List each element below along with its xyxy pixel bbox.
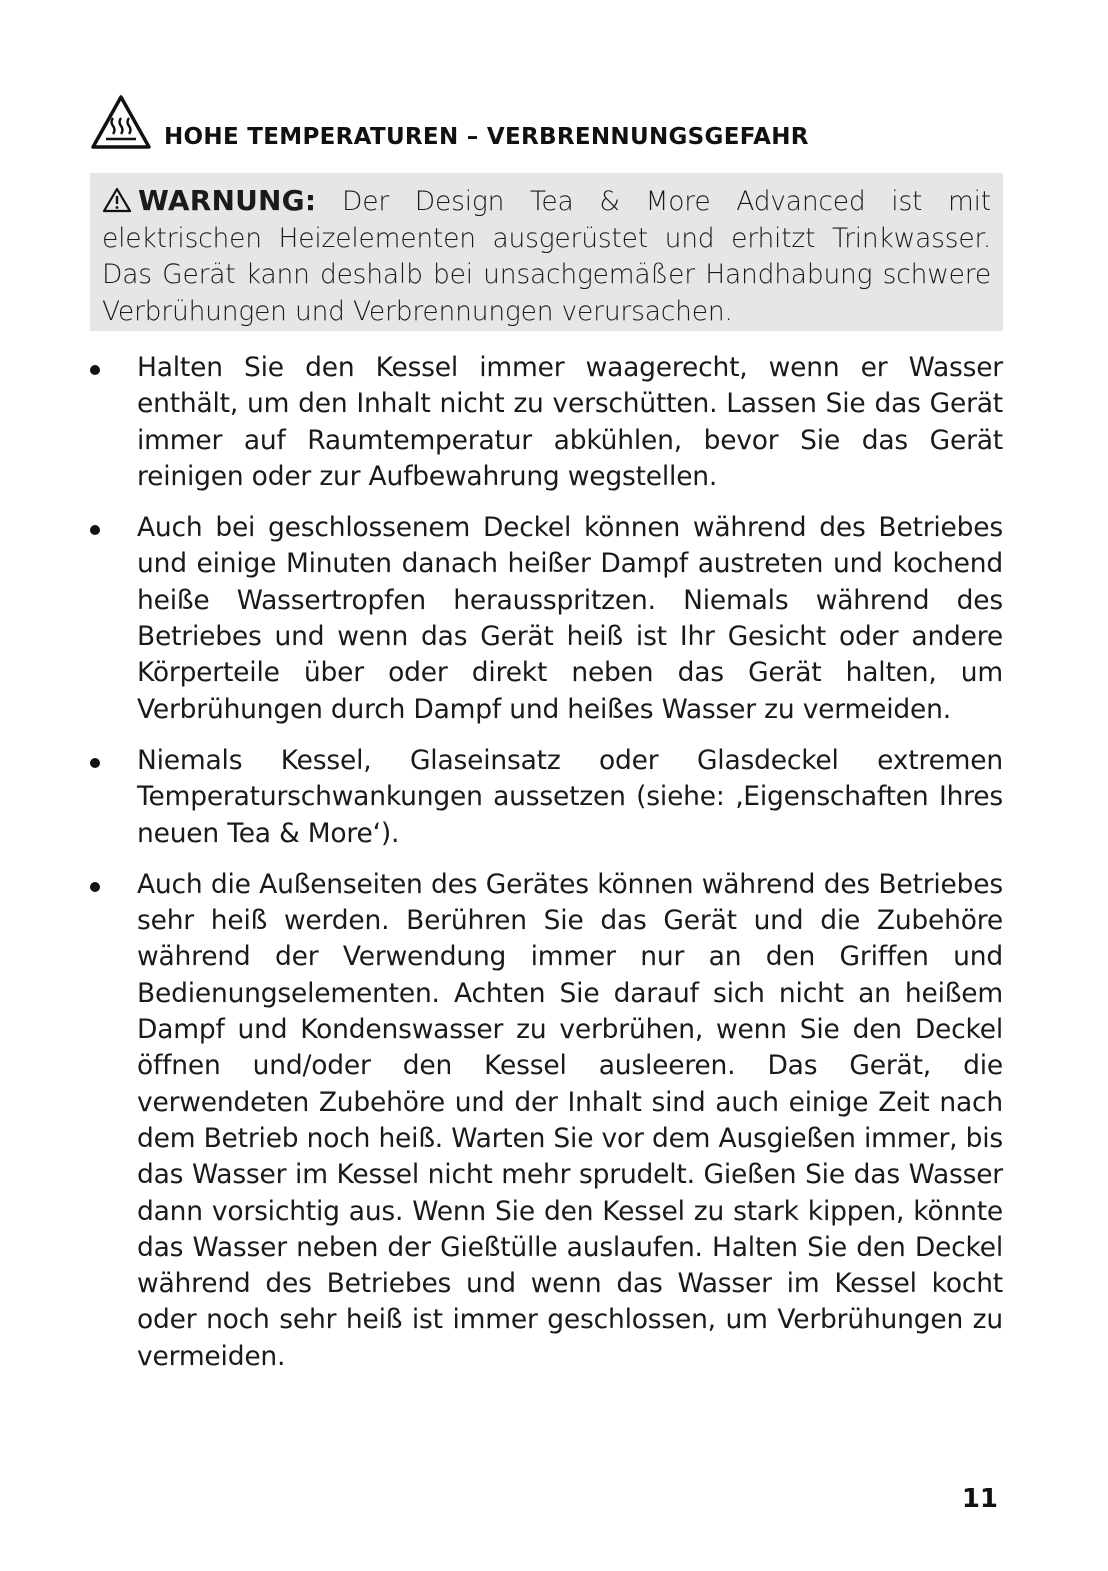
bullet-icon: [90, 882, 100, 892]
list-item: [88, 743, 1003, 852]
list-item: [88, 510, 1003, 728]
warning-triangle-icon: [102, 187, 132, 213]
warning-box: [90, 173, 1003, 331]
section-heading: [90, 94, 1010, 154]
hot-surface-warning-icon: [90, 94, 152, 150]
warning-text: Der Design Tea & More Advanced ist mit elektrischen Heizelementen ausgerüstet und erhitzt Trinkwasser. Das Gerät kann deshalb bei unsachgemäßer Handhabung schwere Verbrühungen und Verbrennungen verursachen.: [102, 186, 991, 327]
list-item: [88, 867, 1003, 1375]
bullet-icon: [90, 758, 100, 768]
safety-bullet-list: [88, 350, 1003, 1390]
section-title: HOHE TEMPERATUREN – VERBRENNUNGSGEFAHR: [164, 124, 809, 150]
list-item: [88, 350, 1003, 495]
list-item-text: Halten Sie den Kessel immer waagerecht, wenn er Wasser enthält, um den Inhalt nicht zu verschütten. Lassen Sie das Gerät immer auf Raumtemperatur abkühlen, bevor Sie das Gerät reinigen oder zur Aufbewahrung wegstellen.: [137, 352, 1003, 492]
list-item-text: Auch bei geschlossenem Deckel können während des Betriebes und einige Minuten danach heißer Dampf austreten und kochend heiße Wassertropfen herausspritzen. Niemals während des Betriebes und wenn das Gerät heiß ist Ihr Gesicht oder andere Körperteile über oder direkt neben das Gerät halten, um Verbrühungen durch Dampf und heißes Wasser zu vermeiden.: [137, 512, 1003, 725]
bullet-icon: [90, 525, 100, 535]
list-item-text: Niemals Kessel, Glaseinsatz oder Glasdeckel extremen Temperaturschwankungen aussetzen (siehe: ‚Eigenschaften Ihres neuen Tea & More‘).: [137, 744, 1003, 849]
warning-paragraph: [102, 183, 991, 330]
list-item-text: Auch die Außenseiten des Gerätes können während des Betriebes sehr heiß werden. Berühren Sie das Gerät und die Zubehöre während der Verwendung immer nur an den Griffen und Bedienungselementen. Achten Sie darauf sich nicht an heißem Dampf und Kondenswasser zu verbrühen, wenn Sie den Deckel öffnen und/oder den Kessel ausleeren. Das Gerät, die verwendeten Zubehöre und der Inhalt sind auch einige Zeit nach dem Betrieb noch heiß. Warten Sie vor dem Ausgießen immer, bis das Wasser im Kessel nicht mehr sprudelt. Gießen Sie das Wasser dann vorsichtig aus. Wenn Sie den Kessel zu stark kippen, könnte das Wasser neben der Gießtülle auslaufen. Halten Sie den Deckel während des Betriebes und wenn das Wasser im Kessel kocht oder noch sehr heiß ist immer geschlossen, um Verbrühungen zu vermeiden.: [137, 868, 1003, 1372]
warning-label: WARNUNG:: [138, 184, 317, 217]
page-number: 11: [961, 1484, 998, 1514]
bullet-icon: [90, 365, 100, 375]
